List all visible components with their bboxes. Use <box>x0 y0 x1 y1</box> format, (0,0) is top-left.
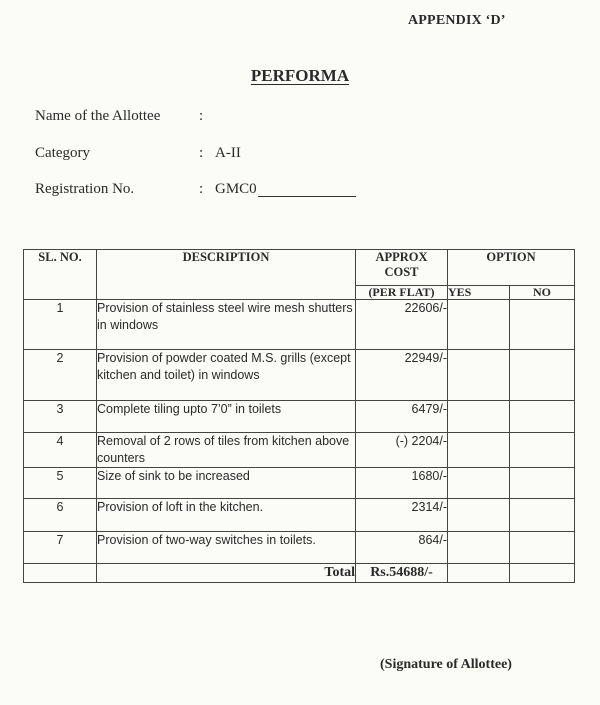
allottee-name-label: Name of the Allottee <box>35 108 161 124</box>
cost-table <box>23 249 575 583</box>
row-sl-no: 1 <box>24 300 97 350</box>
row-cost: 2314/- <box>356 499 448 532</box>
table-row <box>24 300 575 350</box>
row-yes-cell[interactable] <box>448 499 510 532</box>
header-per-flat: (PER FLAT) <box>356 286 448 300</box>
table-row <box>24 433 575 468</box>
row-no-cell[interactable] <box>510 300 575 350</box>
table-row <box>24 468 575 499</box>
header-option: OPTION <box>448 250 575 286</box>
category-value: A-II <box>215 145 241 161</box>
category-label: Category <box>35 145 90 161</box>
row-description: Removal of 2 rows of tiles from kitchen above counters <box>97 433 356 468</box>
total-blank-cell <box>24 564 97 583</box>
row-description: Provision of two-way switches in toilets. <box>97 532 356 564</box>
row-description: Size of sink to be increased <box>97 468 356 499</box>
row-yes-cell[interactable] <box>448 401 510 433</box>
header-approx-line: APPROX <box>375 250 428 264</box>
row-yes-cell[interactable] <box>448 433 510 468</box>
row-sl-no: 3 <box>24 401 97 433</box>
total-value: Rs.54688/- <box>356 564 448 583</box>
row-description: Complete tiling upto 7’0” in toilets <box>97 401 356 433</box>
table-row <box>24 532 575 564</box>
row-cost: 864/- <box>356 532 448 564</box>
row-cost: 6479/- <box>356 401 448 433</box>
row-no-cell[interactable] <box>510 499 575 532</box>
header-cost-line: COST <box>384 265 419 279</box>
title-text: PERFORMA <box>250 66 350 85</box>
header-yes: YES <box>448 286 510 300</box>
category-separator: : <box>199 145 204 161</box>
appendix-label: APPENDIX ‘D’ <box>408 13 506 28</box>
page-title <box>0 66 600 86</box>
row-sl-no: 5 <box>24 468 97 499</box>
row-cost: 22606/- <box>356 300 448 350</box>
header-approx-cost <box>356 250 448 286</box>
row-description: Provision of loft in the kitchen. <box>97 499 356 532</box>
row-no-cell[interactable] <box>510 532 575 564</box>
row-no-cell[interactable] <box>510 433 575 468</box>
registration-separator: : <box>199 181 204 197</box>
total-no-cell <box>510 564 575 583</box>
row-description: Provision of powder coated M.S. grills (except kitchen and toilet) in windows <box>97 350 356 401</box>
row-yes-cell[interactable] <box>448 350 510 401</box>
row-no-cell[interactable] <box>510 350 575 401</box>
row-sl-no: 4 <box>24 433 97 468</box>
row-sl-no: 6 <box>24 499 97 532</box>
table-row <box>24 350 575 401</box>
row-no-cell[interactable] <box>510 401 575 433</box>
row-no-cell[interactable] <box>510 468 575 499</box>
total-yes-cell <box>448 564 510 583</box>
header-no: NO <box>510 286 575 300</box>
table-row <box>24 401 575 433</box>
allottee-name-separator: : <box>199 108 204 124</box>
row-yes-cell[interactable] <box>448 532 510 564</box>
registration-blank-line <box>258 196 356 197</box>
row-sl-no: 7 <box>24 532 97 564</box>
row-cost: 22949/- <box>356 350 448 401</box>
row-cost: 1680/- <box>356 468 448 499</box>
total-row <box>24 564 575 583</box>
table-row <box>24 499 575 532</box>
registration-value: GMC0 <box>215 181 257 197</box>
signature-label: (Signature of Allottee) <box>380 657 512 672</box>
registration-label: Registration No. <box>35 181 135 197</box>
header-description: DESCRIPTION <box>97 250 356 300</box>
row-yes-cell[interactable] <box>448 468 510 499</box>
row-cost: (-) 2204/- <box>356 433 448 468</box>
total-label: Total <box>97 564 356 583</box>
row-sl-no: 2 <box>24 350 97 401</box>
header-row <box>24 250 575 286</box>
header-sl-no: SL. NO. <box>24 250 97 300</box>
row-yes-cell[interactable] <box>448 300 510 350</box>
row-description: Provision of stainless steel wire mesh shutters in windows <box>97 300 356 350</box>
